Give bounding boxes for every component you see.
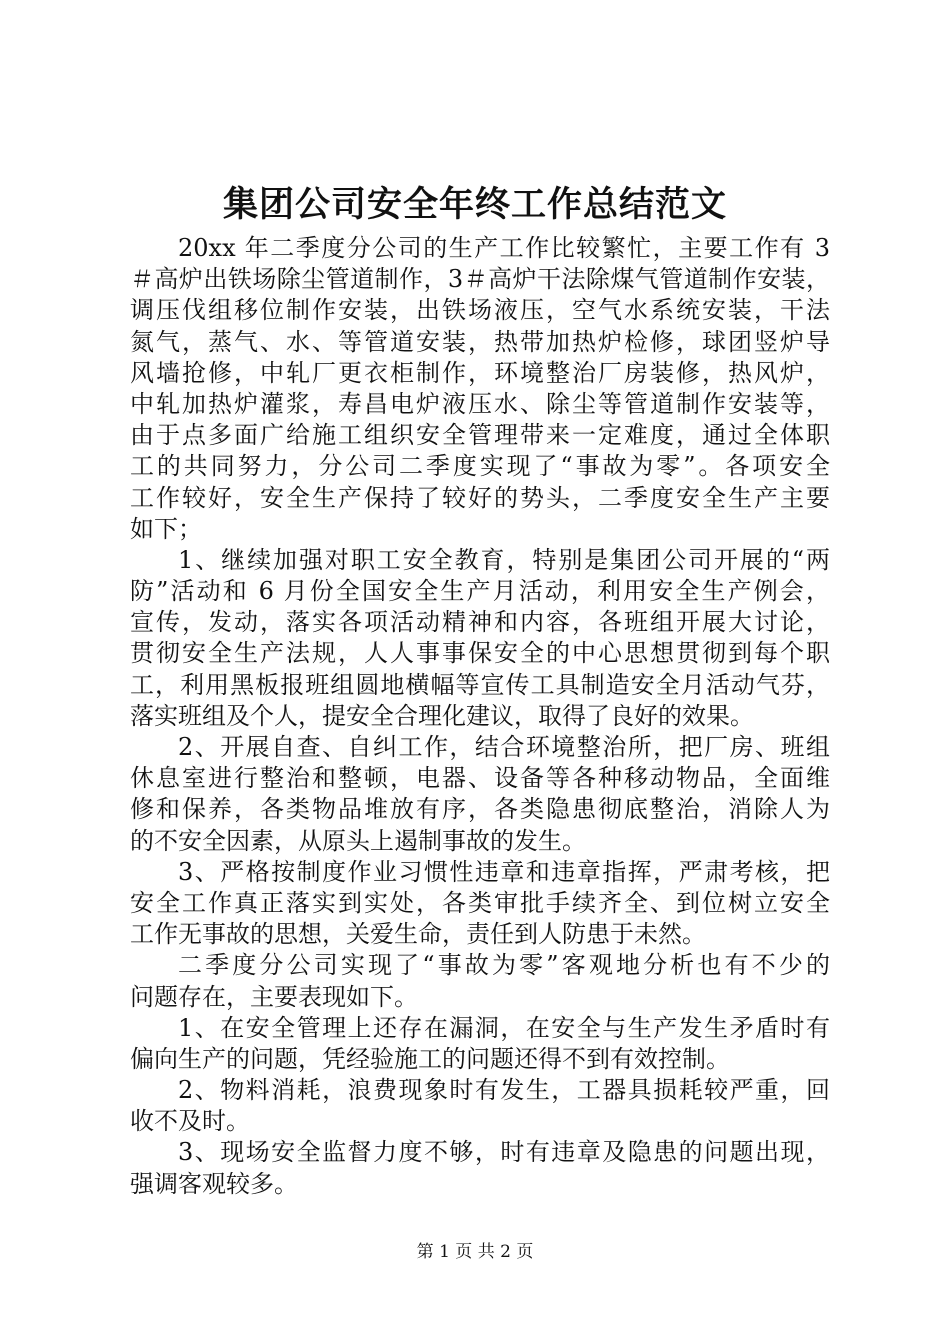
paragraph-line: 1、继续加强对职工安全教育，特别是集团公司开展的“两	[178, 545, 830, 574]
document-body	[130, 233, 830, 1200]
paragraph-line: 2、开展自查、自纠工作，结合环境整治所，把厂房、班组	[178, 733, 830, 761]
paragraph-line: 二季度分公司实现了“事故为零”客观地分析也有不少的	[178, 951, 830, 980]
paragraph	[130, 1137, 830, 1199]
paragraph-line: 的不安全因素，从原头上遏制事故的发生。	[130, 826, 586, 855]
paragraph-line: 如下；	[130, 514, 202, 543]
paragraph-line: 工的共同努力，分公司二季度实现了“事故为零”。各项安全	[130, 452, 830, 481]
paragraph-line: 修和保养，各类物品堆放有序，各类隐患彻底整治，消除人为	[130, 795, 830, 824]
paragraph-line: 收不及时。	[130, 1107, 250, 1136]
paragraph-line: 问题存在，主要表现如下。	[130, 982, 418, 1011]
paragraph-line: 3、现场安全监督力度不够，时有违章及隐患的问题出现，	[178, 1138, 830, 1167]
paragraph-line: 调压伐组移位制作安装，出铁场液压，空气水系统安装，干法	[130, 296, 830, 325]
page-number: 第 1 页 共 2 页	[416, 1242, 534, 1262]
paragraph	[130, 950, 830, 1012]
paragraph-line: 2、物料消耗，浪费现象时有发生，工器具损耗较严重，回	[178, 1076, 830, 1105]
paragraph-line: 1、在安全管理上还存在漏洞，在安全与生产发生矛盾时有	[178, 1013, 830, 1042]
paragraph-line: 贯彻安全生产法规，人人事事保安全的中心思想贯彻到每个职	[130, 639, 830, 668]
paragraph-line: 工，利用黑板报班组圆地横幅等宣传工具制造安全月活动气芬，	[130, 670, 830, 699]
paragraph	[130, 1013, 830, 1075]
paragraph-line: ＃高炉出铁场除尘管道制作，3＃高炉干法除煤气管道制作安装，	[130, 265, 830, 294]
paragraph-line: 强调客观较多。	[130, 1169, 298, 1198]
paragraph-line: 氮气，蒸气、水、等管道安装，热带加热炉检修，球团竖炉导	[130, 327, 830, 356]
paragraph-line: 安全工作真正落实到实处，各类审批手续齐全、到位树立安全	[130, 888, 830, 917]
paragraph-line: 由于点多面广给施工组织安全管理带来一定难度，通过全体职	[130, 421, 830, 450]
paragraph-line: 休息室进行整治和整顿，电器、设备等各种移动物品，全面维	[130, 764, 830, 793]
paragraph	[130, 233, 830, 545]
paragraph-line: 20xx 年二季度分公司的生产工作比较繁忙，主要工作有 3	[178, 234, 830, 262]
paragraph	[130, 857, 830, 951]
document-title: 集团公司安全年终工作总结范文	[222, 184, 727, 225]
paragraph-line: 防”活动和 6 月份全国安全生产月活动，利用安全生产例会，	[130, 577, 830, 606]
paragraph	[130, 1075, 830, 1137]
paragraph-line: 宣传，发动，落实各项活动精神和内容，各班组开展大讨论，	[130, 608, 830, 637]
paragraph-line: 中轧加热炉灌浆，寿昌电炉液压水、除尘等管道制作安装等，	[130, 389, 830, 418]
paragraph-line: 偏向生产的问题，凭经验施工的问题还得不到有效控制。	[130, 1044, 730, 1073]
paragraph-line: 工作无事故的思想，关爱生命，责任到人防患于未然。	[130, 920, 706, 949]
paragraph-line: 落实班组及个人，提安全合理化建议，取得了良好的效果。	[130, 701, 754, 730]
paragraph	[130, 732, 830, 857]
paragraph-line: 风墙抢修，中轧厂更衣柜制作，环境整治厂房装修，热风炉，	[130, 358, 830, 387]
paragraph	[130, 545, 830, 732]
paragraph-line: 工作较好，安全生产保持了较好的势头，二季度安全生产主要	[130, 483, 830, 512]
paragraph-line: 3、严格按制度作业习惯性违章和违章指挥，严肃考核，把	[178, 857, 830, 886]
